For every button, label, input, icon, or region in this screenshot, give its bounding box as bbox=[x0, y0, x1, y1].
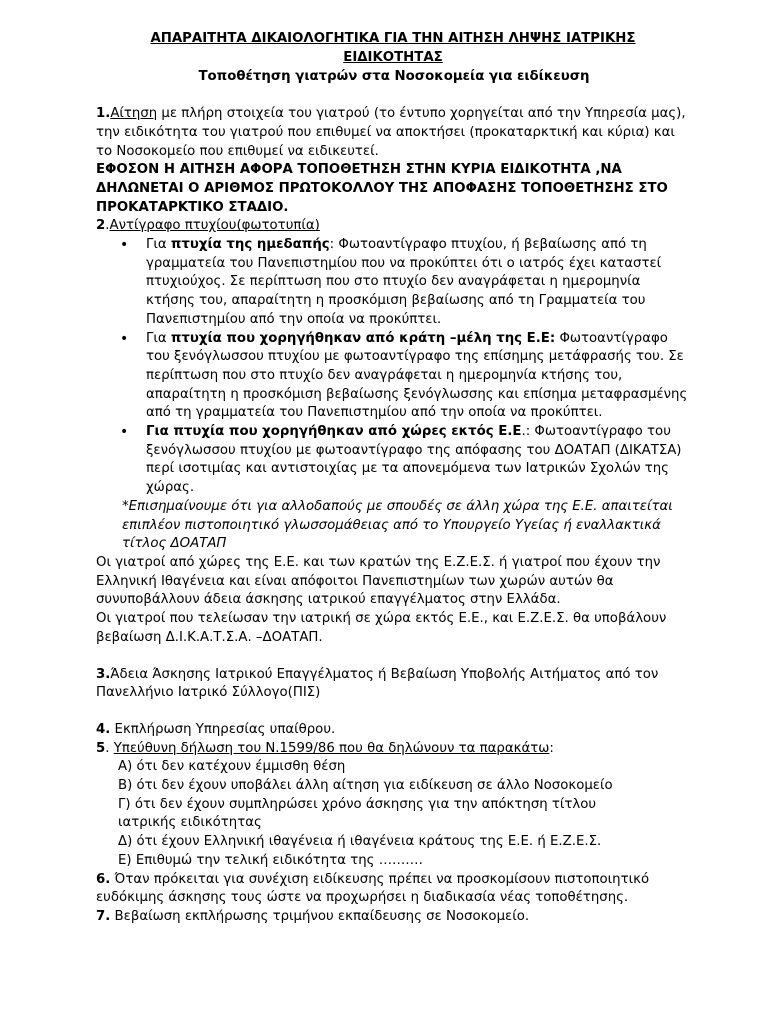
item-5: 5. Υπεύθυνη δήλωση του Ν.1599/86 που θα δηλώνουν τα παρακάτω: bbox=[96, 740, 554, 756]
list-item: • Για πτυχία της ημεδαπής: Φωτοαντίγραφο πτυχίου, ή βεβαίωσης από τη γραμματεία του Πανεπιστημίου που να προκύπτει ότι ο ιατρός έχει καταστεί πτυχιούχος. Σε περίπτωση που στο πτυχίο δεν αναγράφεται η ημερομηνία κτήσης του, απαραίτητη η προσκόμιση βεβαίωσης από τη Γραμματεία του Πανεπιστημίου από την οποία να προκύπτει. bbox=[146, 236, 692, 330]
list-item: Α) ότι δεν κατέχουν έμμισθη θέση bbox=[118, 759, 346, 775]
item-1-link: Αίτηση bbox=[110, 106, 158, 122]
list-item: • Για πτυχία που χορηγήθηκαν από χώρες εκτός Ε.Ε.: Φωτοαντίγραφο του ξενόγλωσσου πτυχίου με φωτοαντίγραφο της απόφασης του ΔΟΑΤΑΠ (ΔΙΚΑΤΣΑ) περί ισοτιμίας και αντιστοιχίας με τα απονεμόμενα των Ιατρικών Σχολών της χώρας. bbox=[146, 423, 692, 498]
item-7 bbox=[96, 908, 692, 927]
item-5-number: 5 bbox=[96, 740, 106, 756]
item-4-number: 4. bbox=[96, 721, 111, 737]
list-item-continuation: ιατρικής ειδικότητας bbox=[118, 815, 262, 831]
item-1-text: με πλήρη στοιχεία του γιατρού (το έντυπο χορηγείται από την Υπηρεσία μας), την ειδικότητα του γιατρού που επιθυμεί να αποκτήσει (προκαταρκτική και κύρια) και το Νοσοκομείο που επιθυμεί να ειδικευτεί. bbox=[96, 106, 686, 159]
item-2-link: Αντίγραφο πτυχίου(φωτοτυπία) bbox=[109, 218, 320, 234]
item-1 bbox=[96, 105, 692, 161]
item-3 bbox=[96, 666, 692, 703]
list-item: Ε) Επιθυμώ την τελική ειδικότητα της ………. bbox=[118, 852, 423, 868]
item-6-number: 6. bbox=[96, 871, 111, 887]
list-item: Δ) ότι έχουν Ελληνική ιθαγένεια ή ιθαγένεια κράτους της Ε.Ε. ή Ε.Ζ.Ε.Σ. bbox=[118, 834, 602, 850]
item-1-bold-note: ΕΦΟΣΟΝ Η ΑΙΤΗΣΗ ΑΦΟΡΑ ΤΟΠΟΘΕΤΗΣΗ ΣΤΗΝ ΚΥΡΙΑ ΕΙΔΙΚΟΤΗΤΑ ,ΝΑ ΔΗΛΩΝΕΤΑΙ Ο ΑΡΙΘΜΟΣ ΠΡΩΤΟΚΟΛΛΟΥ ΤΗΣ ΑΠΟΦΑΣΗΣ ΤΟΠΟΘΕΤΗΣΗΣ ΣΤΟ ΠΡΟΚΑΤΑΡΚΤΙΚΟ ΣΤΑΔΙΟ. bbox=[96, 162, 668, 215]
list-item: Γ) ότι δεν έχουν συμπληρώσει χρόνο άσκησης για την απόκτηση τίτλου bbox=[118, 796, 597, 812]
item-3-number: 3. bbox=[96, 666, 111, 682]
item-1-number: 1. bbox=[96, 106, 111, 122]
list-item: Β) ότι δεν έχουν υποβάλει άλλη αίτηση για ειδίκευση σε άλλο Νοσοκομείο bbox=[118, 778, 613, 794]
item-4 bbox=[96, 721, 692, 740]
item-3-text: Άδεια Άσκησης Ιατρικού Επαγγέλματος ή Βεβαίωση Υποβολής Αιτήματος από τον Πανελλήνιο Ιατρικό Σύλλογο(ΠΙΣ) bbox=[96, 666, 659, 701]
item-2-dot: . bbox=[105, 218, 110, 234]
document-subtitle: Τοποθέτηση γιατρών στα Νοσοκομεία για ειδίκευση bbox=[198, 69, 590, 85]
list-item: • Για πτυχία που χορηγήθηκαν από κράτη –μέλη της Ε.Ε: Φωτοαντίγραφο του ξενόγλωσσου πτυχίου με φωτοαντίγραφο της επίσημης μετάφρασής του. Σε περίπτωση που στο πτυχίο δεν αναγράφεται η ημερομηνία κτήσης του, απαραίτητη η προσκόμιση βεβαίωσης ξενόγλωσσης και επίσημα μεταφρασμένης από τη γραμματεία του Πανεπιστημίου από την οποία να προκύπτει. bbox=[146, 330, 692, 424]
item-6 bbox=[96, 871, 692, 908]
declaration-list bbox=[96, 758, 692, 870]
title-line-2: ΕΙΔΙΚΟΤΗΤΑΣ bbox=[343, 49, 443, 65]
item-2 bbox=[96, 217, 692, 236]
item-5-link: Υπεύθυνη δήλωση του Ν.1599/86 που θα δηλώνουν τα παρακάτω bbox=[113, 740, 550, 756]
item-7-text: Βεβαίωση εκπλήρωσης τριμήνου εκπαίδευσης σε Νοσοκομείο. bbox=[110, 908, 530, 924]
degree-list bbox=[96, 236, 692, 498]
paragraph-non-eu-doctors: Οι γιατροί που τελείωσαν την ιατρική σε χώρα εκτός Ε.Ε., και Ε.Ζ.Ε.Σ. θα υποβάλουν βεβαίωση Δ.Ι.Κ.Α.Τ.Σ.Α. –ΔΟΑΤΑΠ. bbox=[96, 611, 667, 645]
item-4-text: Εκπλήρωση Υπηρεσίας υπαίθρου. bbox=[110, 721, 336, 737]
item-7-number: 7. bbox=[96, 908, 111, 924]
paragraph-eu-doctors: Οι γιατροί από χώρες της Ε.Ε. και των κρατών της Ε.Ζ.Ε.Σ. ή γιατροί που έχουν την Ελληνική Ιθαγένεια και είναι απόφοιτοι Πανεπιστημίων των χωρών αυτών θα συνυποβάλλουν άδεια άσκησης ιατρικού επαγγέλματος στην Ελλάδα. bbox=[96, 554, 661, 608]
item-2-number: 2 bbox=[96, 218, 106, 234]
title-line-1: ΑΠΑΡΑΙΤΗΤΑ ΔΙΚΑΙΟΛΟΓΗΤΙΚΑ ΓΙΑ ΤΗΝ ΑΙΤΗΣΗ ΛΗΨΗΣ ΙΑΤΡΙΚΗΣ bbox=[150, 31, 636, 46]
document-title bbox=[88, 30, 698, 67]
item-6-text: Όταν πρόκειται για συνέχιση ειδίκευσης πρέπει να προσκομίσουν πιστοποιητικό ευδόκιμης άσκησης τους ώστε να προχωρήσει η διαδικασία νέας τοποθέτησης. bbox=[96, 871, 650, 906]
italic-note: *Επισημαίνουμε ότι για αλλοδαπούς με σπουδές σε άλλη χώρα της Ε.Ε. απαιτείται επιπλέον πιστοποιητικό γλωσσομάθειας από το Υπουργείο Υγείας ή εναλλακτικά τίτλος ΔΟΑΤΑΠ bbox=[122, 498, 673, 552]
